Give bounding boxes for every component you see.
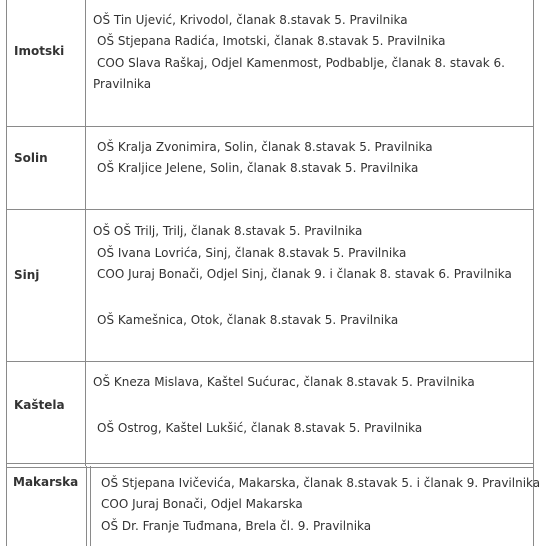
table-border-right bbox=[533, 0, 534, 546]
list-item: OŠ Kraljice Jelene, Solin, članak 8.stavak 5. Pravilnika bbox=[97, 161, 419, 175]
column-divider-makarska-outer bbox=[86, 466, 87, 546]
row-divider bbox=[6, 209, 534, 210]
table-border-left bbox=[6, 0, 7, 546]
list-item: COO Juraj Bonači, Odjel Sinj, članak 9. i članak 8. stavak 6. Pravilnika bbox=[97, 267, 512, 281]
list-item: OŠ OŠ Trilj, Trilj, članak 8.stavak 5. Pravilnika bbox=[93, 224, 363, 238]
list-item: COO Juraj Bonači, Odjel Makarska bbox=[101, 497, 303, 511]
list-item: OŠ Kamešnica, Otok, članak 8.stavak 5. Pravilnika bbox=[97, 313, 399, 327]
row-divider bbox=[6, 467, 534, 468]
list-item: OŠ Kneza Mislava, Kaštel Sućurac, članak 8.stavak 5. Pravilnika bbox=[93, 375, 475, 389]
column-divider bbox=[85, 0, 86, 466]
list-item: OŠ Stjepana Ivičevića, Makarska, članak 8.stavak 5. i članak 9. Pravilnika bbox=[101, 476, 541, 490]
city-sinj: Sinj bbox=[14, 268, 40, 282]
list-item: OŠ Kralja Zvonimira, Solin, članak 8.stavak 5. Pravilnika bbox=[97, 140, 433, 154]
list-item: OŠ Tin Ujević, Krivodol, članak 8.stavak 5. Pravilnika bbox=[93, 13, 408, 27]
city-imotski: Imotski bbox=[14, 44, 65, 58]
row-divider bbox=[6, 463, 534, 464]
column-divider-makarska bbox=[90, 466, 91, 546]
row-divider bbox=[6, 361, 534, 362]
list-item: OŠ Dr. Franje Tuđmana, Brela čl. 9. Pravilnika bbox=[101, 519, 372, 533]
city-makarska: Makarska bbox=[13, 475, 79, 489]
list-item: COO Slava Raškaj, Odjel Kamenmost, Podbablje, članak 8. stavak 6. bbox=[97, 56, 505, 70]
list-item: Pravilnika bbox=[93, 77, 152, 91]
city-kastela: Kaštela bbox=[14, 398, 65, 412]
row-divider bbox=[6, 126, 534, 127]
list-item: OŠ Ostrog, Kaštel Lukšić, članak 8.stavak 5. Pravilnika bbox=[97, 421, 423, 435]
city-solin: Solin bbox=[14, 151, 48, 165]
list-item: OŠ Ivana Lovrića, Sinj, članak 8.stavak 5. Pravilnika bbox=[97, 246, 407, 260]
list-item: OŠ Stjepana Radića, Imotski, članak 8.stavak 5. Pravilnika bbox=[97, 34, 446, 48]
